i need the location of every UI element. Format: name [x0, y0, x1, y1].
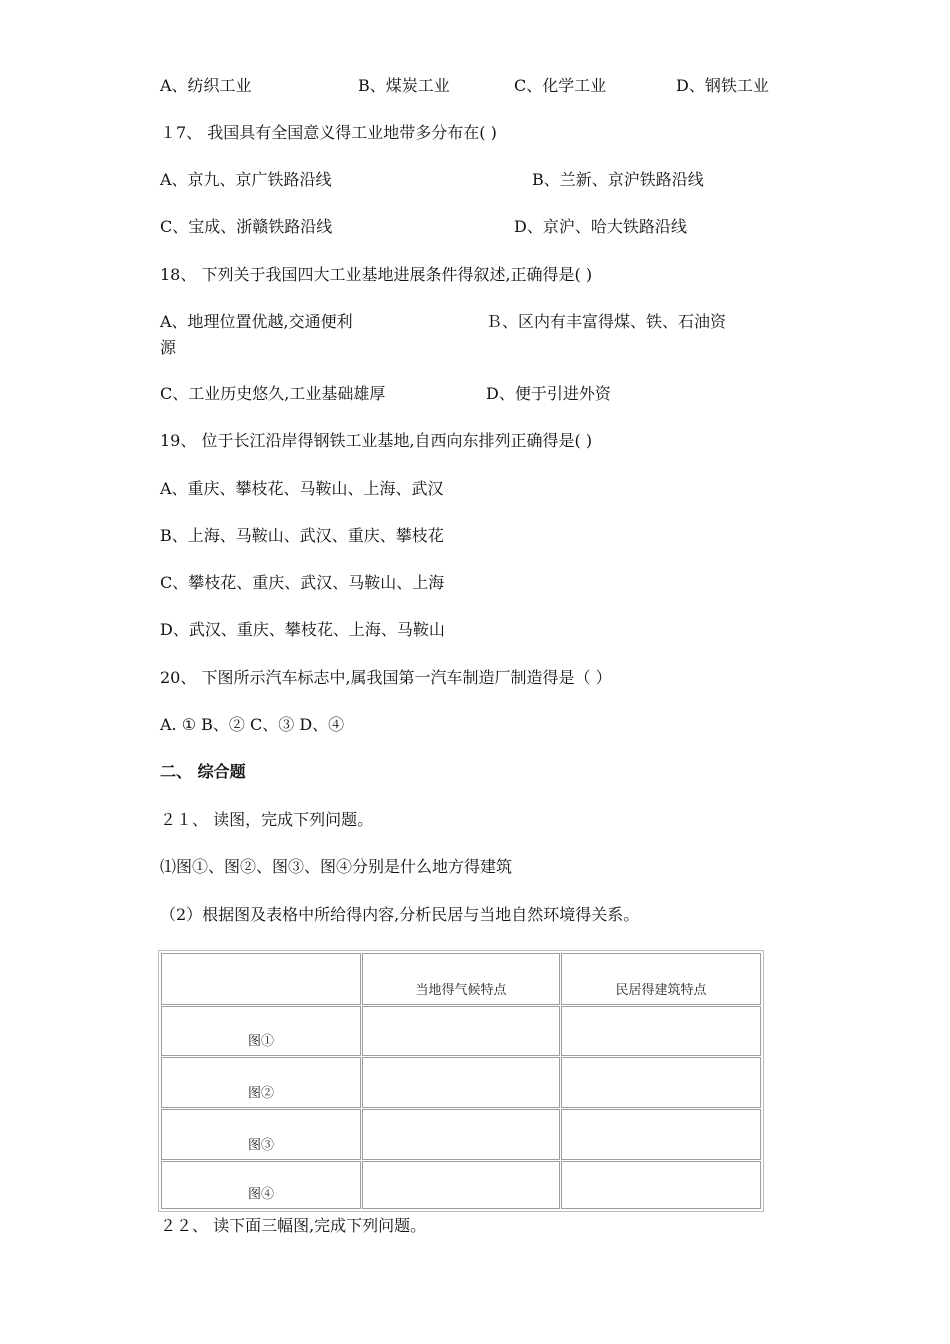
table-header-building: 民居得建筑特点 [615, 983, 707, 998]
table-answer-cell[interactable] [362, 1161, 560, 1209]
q17-option-d: D、京沪、哈大铁路沿线 [514, 217, 687, 236]
q22-stem: ２２、 读下面三幅图,完成下列问题。 [160, 1216, 427, 1235]
q18-option-a: A、地理位置优越,交通便利 [160, 312, 353, 331]
q19-option-d: D、武汉、重庆、攀枝花、上海、马鞍山 [160, 620, 445, 639]
q17-option-c: C、宝成、浙赣铁路沿线 [160, 217, 333, 236]
q21-sub1: ⑴图①、图②、图③、图④分别是什么地方得建筑 [160, 857, 513, 876]
q19-option-b: B、上海、马鞍山、武汉、重庆、攀枝花 [160, 526, 444, 545]
q20-options: A. ① B、② C、③ D、④ [160, 715, 345, 734]
section-heading: 二、 综合题 [160, 762, 246, 781]
q18-option-b: Ｂ、区内有丰富得煤、铁、石油资 [486, 312, 727, 331]
table-header-climate: 当地得气候特点 [415, 983, 507, 998]
table-answer-cell[interactable] [561, 1161, 761, 1209]
table-answer-cell[interactable] [561, 1109, 761, 1160]
q16-option-d: D、钢铁工业 [676, 76, 769, 95]
q18-option-d: D、便于引进外资 [486, 384, 611, 403]
q18-stem: 18、 下列关于我国四大工业基地进展条件得叙述,正确得是( ) [160, 265, 593, 284]
q16-option-b: B、煤炭工业 [358, 76, 450, 95]
table-row-label: 图④ [247, 1187, 274, 1202]
table-row-label: 图③ [247, 1138, 274, 1153]
q16-option-c: C、化学工业 [514, 76, 607, 95]
table-answer-cell[interactable] [362, 1006, 560, 1056]
q18-option-b-continued: 源 [160, 338, 177, 357]
q19-option-c: C、攀枝花、重庆、武汉、马鞍山、上海 [160, 573, 445, 592]
q21-sub2: （2）根据图及表格中所给得内容,分析民居与当地自然环境得关系。 [160, 905, 640, 924]
q19-option-a: A、重庆、攀枝花、马鞍山、上海、武汉 [160, 479, 444, 498]
table-row-label: 图② [247, 1086, 274, 1101]
table-row-label: 图① [247, 1034, 274, 1049]
q17-stem: １7、 我国具有全国意义得工业地带多分布在( ) [160, 123, 497, 142]
table-answer-cell[interactable] [362, 1109, 560, 1160]
table-header-cell [561, 953, 761, 1005]
q19-stem: 19、 位于长江沿岸得钢铁工业基地,自西向东排列正确得是( ) [160, 431, 593, 450]
table-row-label-cell [161, 1057, 361, 1108]
q18-option-c: C、工业历史悠久,工业基础雄厚 [160, 384, 386, 403]
q20-stem: 20、 下图所示汽车标志中,属我国第一汽车制造厂制造得是（ ） [160, 668, 612, 687]
table-row-label-cell [161, 1006, 361, 1056]
q17-option-a: A、京九、京广铁路沿线 [160, 170, 332, 189]
table-row-label-cell [161, 1109, 361, 1160]
table-header-cell [161, 953, 361, 1005]
answer-table [158, 950, 764, 1212]
q21-stem: ２１、 读图，完成下列问题。 [160, 810, 374, 829]
table-answer-cell[interactable] [561, 1006, 761, 1056]
table-answer-cell[interactable] [362, 1057, 560, 1108]
table-answer-cell[interactable] [561, 1057, 761, 1108]
table-header-cell [362, 953, 560, 1005]
table-row-label-cell [161, 1161, 361, 1209]
q17-option-b: B、兰新、京沪铁路沿线 [532, 170, 704, 189]
q16-option-a: A、纺织工业 [160, 76, 252, 95]
